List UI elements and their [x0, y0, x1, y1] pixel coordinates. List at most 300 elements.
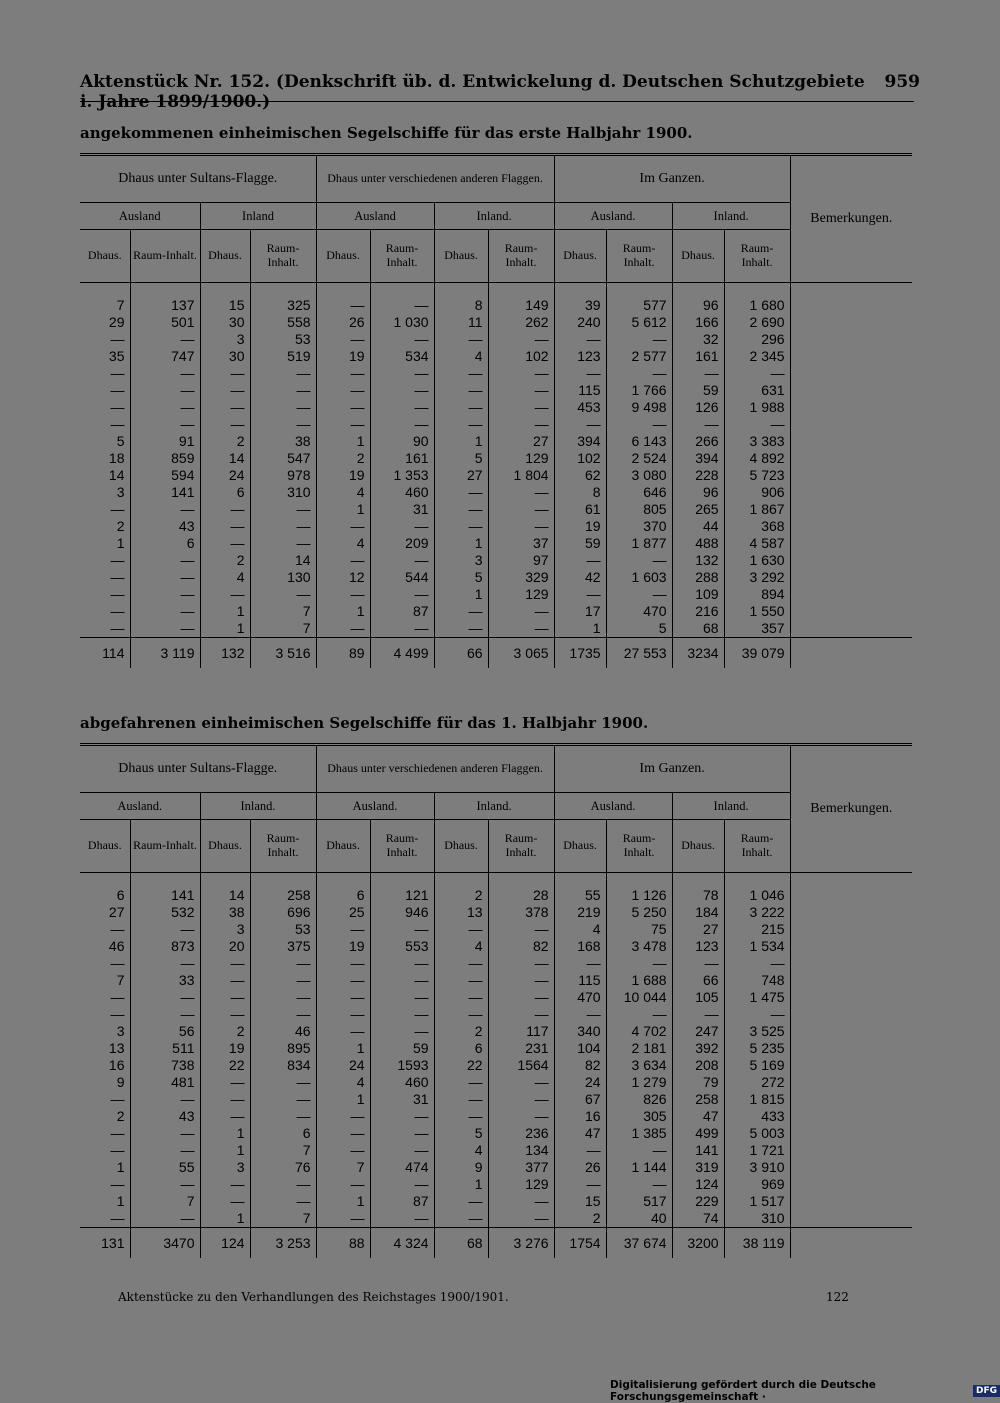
table-cell: 82: [554, 1057, 606, 1074]
table-cell: —: [370, 972, 434, 989]
table-cell: 368: [724, 518, 790, 535]
table-cell: 215: [724, 921, 790, 938]
table-cell: —: [110, 955, 125, 971]
table-cell: 894: [724, 586, 790, 603]
table-cell: 6: [130, 535, 200, 552]
table-row: [80, 1159, 912, 1176]
header-dhaus: Dhaus.: [554, 230, 606, 283]
table-cell: 209: [370, 535, 434, 552]
table-row: [80, 1142, 912, 1159]
table-cell: 4: [316, 1074, 370, 1091]
table-cell: 19: [554, 518, 606, 535]
table-cell: —: [434, 620, 488, 638]
table-cell: —: [606, 586, 672, 603]
table-cell: —: [370, 620, 434, 638]
spacer-cell: [250, 873, 316, 888]
table-cell: —: [672, 365, 724, 382]
spacer-cell: [370, 283, 434, 298]
table-cell: 1 630: [724, 552, 790, 569]
remarks-cell: [790, 1074, 912, 1091]
table-cell: 15: [200, 297, 250, 314]
table-cell: 15: [554, 1193, 606, 1210]
header-ausland: Ausland.: [554, 793, 672, 820]
table-cell: 2: [434, 1023, 488, 1040]
table-cell: —: [130, 501, 200, 518]
table-cell: 27: [108, 904, 125, 920]
header-inland: Inland.: [672, 793, 790, 820]
table-cell: 7: [250, 620, 316, 638]
table-cell: 3: [200, 1159, 250, 1176]
spacer-cell: [370, 873, 434, 888]
total-cell: 3 516: [250, 638, 316, 669]
spacer-cell: [488, 873, 554, 888]
table-cell: 2: [200, 1023, 250, 1040]
header-raum: Raum-Inhalt.: [606, 820, 672, 873]
table-cell: 5 235: [724, 1040, 790, 1057]
table-cell: 3: [116, 484, 125, 500]
table-cell: —: [130, 1176, 200, 1193]
table-cell: —: [724, 416, 790, 433]
table-cell: 2: [316, 450, 370, 467]
table-cell: —: [434, 1108, 488, 1125]
table-cell: 43: [130, 1108, 200, 1125]
total-cell: 66: [434, 638, 488, 669]
table-cell: —: [200, 1176, 250, 1193]
table-row: [80, 921, 912, 938]
table-cell: 38: [250, 433, 316, 450]
header-remarks: Bemerkungen.: [790, 155, 912, 283]
table-cell: —: [434, 1074, 488, 1091]
table-cell: —: [606, 1176, 672, 1193]
table-cell: 30: [200, 348, 250, 365]
spacer-cell: [200, 873, 250, 888]
remarks-cell: [790, 552, 912, 569]
table-row: [80, 297, 912, 314]
table-cell: 6: [434, 1040, 488, 1057]
table-cell: —: [130, 569, 200, 586]
table-cell: —: [250, 1006, 316, 1023]
table-cell: 123: [672, 938, 724, 955]
table-cell: 90: [370, 433, 434, 450]
table-cell: 9: [116, 1074, 125, 1090]
table-cell: —: [606, 331, 672, 348]
table-cell: 16: [554, 1108, 606, 1125]
table-cell: 1 688: [606, 972, 672, 989]
table-cell: 27: [672, 921, 724, 938]
remarks-cell: [790, 467, 912, 484]
remarks-cell: [790, 603, 912, 620]
table-cell: 137: [130, 297, 200, 314]
table-cell: 35: [108, 348, 125, 364]
table-cell: 1: [200, 1210, 250, 1228]
table-cell: 115: [554, 382, 606, 399]
header-raum: Raum-Inhalt.: [250, 230, 316, 283]
table-cell: 130: [250, 569, 316, 586]
table-cell: 14: [250, 552, 316, 569]
table-cell: —: [110, 1006, 125, 1022]
table-cell: —: [250, 399, 316, 416]
total-cell: 3 065: [488, 638, 554, 669]
table-cell: —: [370, 989, 434, 1006]
table-cell: 27: [434, 467, 488, 484]
table-cell: 340: [554, 1023, 606, 1040]
table-cell: —: [434, 1193, 488, 1210]
header-inland: Inland: [200, 203, 316, 230]
table-cell: 2 577: [606, 348, 672, 365]
table-cell: 1: [434, 433, 488, 450]
table-cell: —: [434, 365, 488, 382]
table-cell: —: [554, 955, 606, 972]
table-row: [80, 938, 912, 955]
table-cell: —: [488, 416, 554, 433]
table-cell: 87: [370, 1193, 434, 1210]
table-cell: 1: [554, 620, 606, 638]
table-cell: 3: [200, 921, 250, 938]
table-cell: —: [434, 603, 488, 620]
table-cell: 501: [130, 314, 200, 331]
table-cell: 231: [488, 1040, 554, 1057]
table-cell: 219: [554, 904, 606, 921]
table-cell: 646: [606, 484, 672, 501]
remarks-cell: [790, 1006, 912, 1023]
table-cell: 969: [724, 1176, 790, 1193]
remarks-cell: [790, 416, 912, 433]
table-cell: —: [130, 1142, 200, 1159]
table-cell: 141: [130, 484, 200, 501]
table-cell: —: [200, 1074, 250, 1091]
table-cell: 895: [250, 1040, 316, 1057]
table-cell: 2: [200, 552, 250, 569]
table-cell: 8: [434, 297, 488, 314]
table-cell: —: [316, 365, 370, 382]
total-cell: 68: [434, 1228, 488, 1259]
table-cell: 1 385: [606, 1125, 672, 1142]
table-cell: 9: [434, 1159, 488, 1176]
total-cell: 1754: [554, 1228, 606, 1259]
table-cell: —: [434, 518, 488, 535]
table-cell: —: [200, 989, 250, 1006]
remarks-cell: [790, 1057, 912, 1074]
table-cell: 32: [672, 331, 724, 348]
table-cell: —: [200, 518, 250, 535]
remarks-cell: [790, 638, 912, 669]
table-cell: —: [488, 989, 554, 1006]
table-cell: —: [130, 1006, 200, 1023]
header-raum: Raum-Inhalt.: [724, 820, 790, 873]
remarks-cell: [790, 569, 912, 586]
table-cell: 168: [554, 938, 606, 955]
total-cell: 3 119: [130, 638, 200, 669]
table-cell: 10 044: [606, 989, 672, 1006]
header-dhaus: Dhaus.: [672, 230, 724, 283]
header-other-flags: Dhaus unter verschiedenen anderen Flaggen.: [316, 155, 554, 203]
table-cell: 6: [316, 887, 370, 904]
remarks-cell: [790, 484, 912, 501]
table-cell: 1: [316, 1091, 370, 1108]
table-row: [80, 1074, 912, 1091]
table-cell: 59: [672, 382, 724, 399]
table-cell: 6: [200, 484, 250, 501]
spacer-cell: [250, 283, 316, 298]
table-cell: 325: [250, 297, 316, 314]
table-cell: 124: [672, 1176, 724, 1193]
table-cell: 544: [370, 569, 434, 586]
table-cell: —: [130, 1125, 200, 1142]
digitization-banner: [610, 1379, 1000, 1403]
table-cell: 1593: [370, 1057, 434, 1074]
table-row: [80, 1006, 912, 1023]
header-raum: Raum-Inhalt.: [488, 820, 554, 873]
table-cell: 1: [316, 603, 370, 620]
table-cell: —: [370, 382, 434, 399]
table-cell: 14: [108, 467, 125, 483]
table-cell: 18: [108, 450, 125, 466]
table-cell: —: [200, 1108, 250, 1125]
header-raum: Raum-Inhalt.: [370, 230, 434, 283]
table-cell: 5 723: [724, 467, 790, 484]
table-cell: —: [488, 972, 554, 989]
table-cell: 3 292: [724, 569, 790, 586]
header-inland: Inland.: [434, 203, 554, 230]
table-cell: 56: [130, 1023, 200, 1040]
table-cell: —: [110, 921, 125, 937]
table-row: [80, 1091, 912, 1108]
spacer-cell: [488, 283, 554, 298]
table-cell: 87: [370, 603, 434, 620]
table-cell: —: [488, 484, 554, 501]
table-cell: 2 345: [724, 348, 790, 365]
total-cell: 39 079: [724, 638, 790, 669]
table2-title: abgefahrenen einheimischen Segelschiffe für das 1. Halbjahr 1900.: [80, 714, 649, 732]
table-cell: 474: [370, 1159, 434, 1176]
table-cell: 228: [672, 467, 724, 484]
table-row: [80, 416, 912, 433]
table-cell: 33: [130, 972, 200, 989]
spacer-cell: [130, 873, 200, 888]
remarks-cell: [790, 1210, 912, 1228]
total-cell: 3200: [672, 1228, 724, 1259]
table-cell: 46: [108, 938, 125, 954]
table-cell: 532: [130, 904, 200, 921]
table-cell: 378: [488, 904, 554, 921]
table-cell: 240: [554, 314, 606, 331]
table-cell: 2: [434, 887, 488, 904]
table-cell: 1 353: [370, 467, 434, 484]
header-ausland: Ausland.: [80, 793, 200, 820]
table-cell: —: [488, 1006, 554, 1023]
table-cell: —: [434, 921, 488, 938]
total-cell: 88: [316, 1228, 370, 1259]
table-cell: —: [110, 416, 125, 432]
spacer-cell: [724, 873, 790, 888]
table-row: [80, 535, 912, 552]
header-dhaus: Dhaus.: [316, 230, 370, 283]
table-cell: 22: [200, 1057, 250, 1074]
table-cell: —: [370, 1176, 434, 1193]
table-cell: 1 046: [724, 887, 790, 904]
table-arrivals: [80, 153, 912, 668]
table-cell: —: [200, 586, 250, 603]
table-row: [80, 501, 912, 518]
table-cell: 3 634: [606, 1057, 672, 1074]
table-cell: —: [434, 416, 488, 433]
table-cell: 7: [130, 1193, 200, 1210]
table-cell: —: [110, 1176, 125, 1192]
table-cell: 121: [370, 887, 434, 904]
total-cell: 89: [316, 638, 370, 669]
table-cell: 4 587: [724, 535, 790, 552]
table-cell: —: [370, 1210, 434, 1228]
header-dhaus: Dhaus.: [672, 820, 724, 873]
table-cell: 3: [200, 331, 250, 348]
table-cell: 79: [672, 1074, 724, 1091]
table-cell: —: [488, 1074, 554, 1091]
table-cell: —: [130, 331, 200, 348]
dfg-logo-icon: DFG: [973, 1385, 1000, 1397]
table-cell: 873: [130, 938, 200, 955]
remarks-cell: [790, 382, 912, 399]
spacer-cell: [790, 873, 912, 888]
table-cell: —: [554, 552, 606, 569]
table-cell: —: [130, 416, 200, 433]
table-cell: 68: [672, 620, 724, 638]
table-cell: 102: [554, 450, 606, 467]
table-cell: —: [672, 955, 724, 972]
remarks-cell: [790, 1228, 912, 1259]
table-cell: —: [316, 972, 370, 989]
table-cell: 481: [130, 1074, 200, 1091]
table-cell: —: [316, 552, 370, 569]
table-cell: —: [370, 586, 434, 603]
table-cell: 460: [370, 484, 434, 501]
table-row: [80, 1108, 912, 1125]
footer-source: Aktenstücke zu den Verhandlungen des Reichstages 1900/1901.: [118, 1290, 509, 1304]
table-cell: 3: [116, 1023, 125, 1039]
table-cell: 129: [488, 450, 554, 467]
table2-body: [80, 873, 912, 1259]
table-cell: 7: [250, 1210, 316, 1228]
table-cell: 1: [116, 535, 125, 551]
table-cell: —: [316, 1125, 370, 1142]
table-row: [80, 569, 912, 586]
table-cell: 3 478: [606, 938, 672, 955]
table-row: [80, 620, 912, 638]
table-row: [80, 382, 912, 399]
table-cell: —: [110, 365, 125, 381]
table-cell: 826: [606, 1091, 672, 1108]
remarks-cell: [790, 365, 912, 382]
header-dhaus: Dhaus.: [80, 820, 130, 873]
table-cell: 1: [116, 1193, 125, 1209]
table-cell: 1 815: [724, 1091, 790, 1108]
table-cell: —: [250, 989, 316, 1006]
table-cell: 19: [200, 1040, 250, 1057]
table-cell: 20: [200, 938, 250, 955]
table-cell: 4: [316, 484, 370, 501]
table-cell: 2 181: [606, 1040, 672, 1057]
table-cell: 558: [250, 314, 316, 331]
remarks-cell: [790, 1142, 912, 1159]
spacer-cell: [80, 283, 130, 298]
spacer-cell: [672, 873, 724, 888]
table-cell: —: [130, 552, 200, 569]
table-cell: 53: [250, 921, 316, 938]
table-cell: 2: [116, 1108, 125, 1124]
remarks-cell: [790, 1023, 912, 1040]
remarks-cell: [790, 501, 912, 518]
remarks-cell: [790, 1176, 912, 1193]
total-cell: 3 253: [250, 1228, 316, 1259]
table-row: [80, 955, 912, 972]
spacer-cell: [606, 283, 672, 298]
table-cell: —: [434, 484, 488, 501]
table-cell: 40: [606, 1210, 672, 1228]
table-cell: 109: [672, 586, 724, 603]
table-cell: —: [250, 416, 316, 433]
header-dhaus: Dhaus.: [434, 230, 488, 283]
table-cell: 5 003: [724, 1125, 790, 1142]
table-cell: —: [724, 955, 790, 972]
table-cell: 748: [724, 972, 790, 989]
remarks-cell: [790, 1159, 912, 1176]
table-cell: 31: [370, 501, 434, 518]
total-cell: 27 553: [606, 638, 672, 669]
table-cell: —: [250, 1193, 316, 1210]
table-cell: 104: [554, 1040, 606, 1057]
table-cell: 594: [130, 467, 200, 484]
table-cell: —: [606, 1006, 672, 1023]
table-cell: —: [200, 416, 250, 433]
header-total: Im Ganzen.: [554, 745, 790, 793]
header-inland: Inland.: [200, 793, 316, 820]
table-cell: 4: [316, 535, 370, 552]
header-ausland: Ausland.: [316, 793, 434, 820]
table-cell: 16: [108, 1057, 125, 1073]
table-cell: 859: [130, 450, 200, 467]
table-cell: 460: [370, 1074, 434, 1091]
table-cell: 433: [724, 1108, 790, 1125]
table-cell: —: [200, 365, 250, 382]
table-row: [80, 484, 912, 501]
remarks-cell: [790, 348, 912, 365]
header-total: Im Ganzen.: [554, 155, 790, 203]
table-cell: 1 721: [724, 1142, 790, 1159]
table-cell: 1: [116, 1159, 125, 1175]
table-cell: —: [250, 1108, 316, 1125]
table-cell: —: [370, 399, 434, 416]
table-cell: —: [316, 989, 370, 1006]
table-row: [80, 1125, 912, 1142]
table-cell: —: [130, 586, 200, 603]
table-cell: —: [316, 921, 370, 938]
table-cell: —: [110, 586, 125, 602]
header-ausland: Ausland: [80, 203, 200, 230]
table-cell: 4: [434, 1142, 488, 1159]
table-cell: —: [554, 1176, 606, 1193]
table-cell: 25: [316, 904, 370, 921]
table-cell: 76: [250, 1159, 316, 1176]
remarks-cell: [790, 1193, 912, 1210]
table-cell: 115: [554, 972, 606, 989]
table-cell: 129: [488, 586, 554, 603]
table-cell: 1: [200, 620, 250, 638]
table-cell: 141: [672, 1142, 724, 1159]
table-cell: 61: [554, 501, 606, 518]
table-cell: 13: [434, 904, 488, 921]
table-cell: 6 143: [606, 433, 672, 450]
table-cell: —: [316, 1176, 370, 1193]
table-cell: 4: [554, 921, 606, 938]
